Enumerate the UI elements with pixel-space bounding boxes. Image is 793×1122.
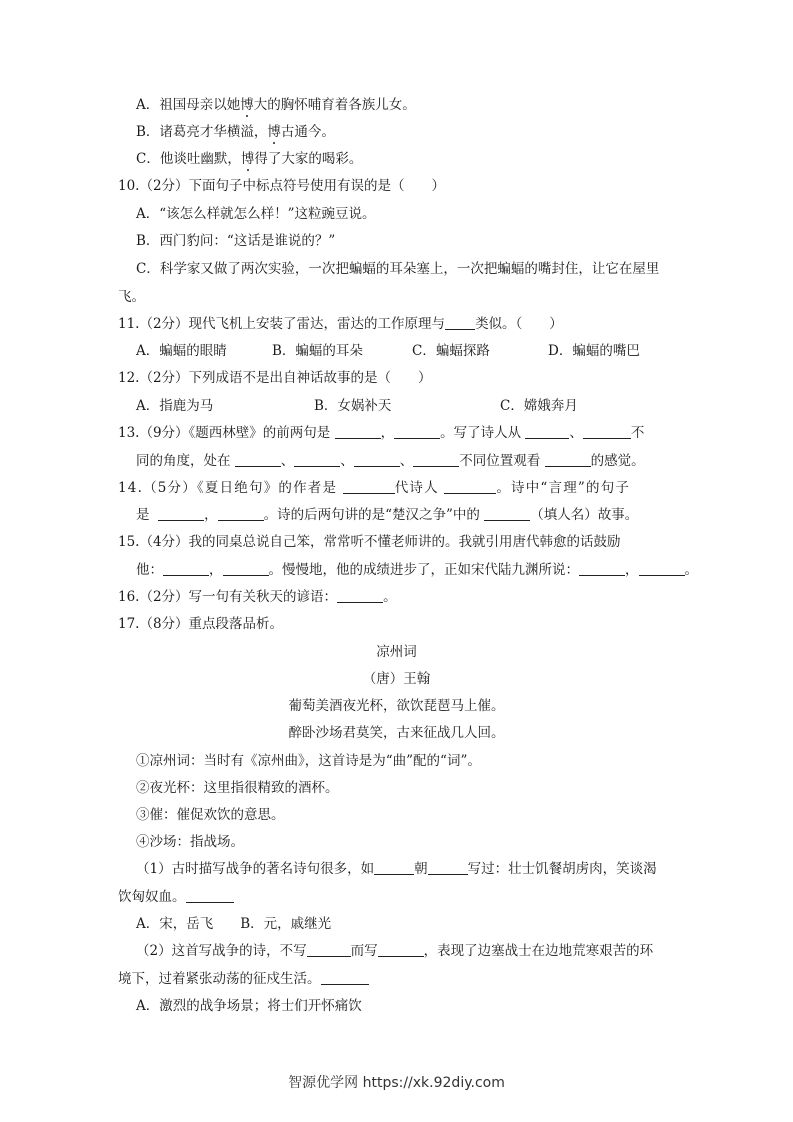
q13-text: 、 (399, 453, 414, 469)
answer-blank[interactable] (525, 424, 569, 439)
q17-text: 而写 (350, 943, 378, 959)
answer-blank[interactable] (223, 561, 269, 576)
q17-sub2-line2 (118, 970, 369, 988)
q17-text: （2）这首写战争的诗，不写 (136, 943, 307, 959)
q14-line2 (136, 506, 638, 524)
answer-blank[interactable] (413, 452, 459, 467)
answer-blank[interactable] (294, 452, 340, 467)
q10-stem: 10.（2分）下面句子中标点符号使用有误的是（ ） (118, 178, 446, 194)
answer-blank[interactable] (374, 860, 414, 875)
q15-text: 。慢慢地，他的成绩进步了，正如宋代陆九渊所说： (268, 562, 579, 578)
answer-blank[interactable] (444, 479, 496, 494)
q11-stem-end: 类似。（ ） (475, 316, 563, 332)
q13-line1 (118, 424, 644, 442)
q13-text: 的感觉。 (590, 453, 645, 469)
note-1: ①凉州词：当时有《凉州曲》，这首诗是为“曲”配的“词”。 (136, 753, 481, 769)
q13-text: 、 (569, 425, 583, 441)
answer-blank[interactable] (321, 970, 369, 985)
q13-text: 、 (280, 453, 295, 469)
q9-option-b: B．诸葛亮才华横溢，博古通今。 (136, 124, 335, 140)
q17-sub1-options: A．宋，岳飞 B．元，戚继光 (136, 916, 332, 932)
q11-option-c: C．蝙蝠探路 (412, 343, 490, 359)
q14-text: ， (204, 507, 218, 523)
q14-text: 代诗人 (394, 480, 439, 496)
q9-option-a: A．祖国母亲以她博大的胸怀哺育着各族儿女。 (136, 97, 416, 113)
answer-blank[interactable] (545, 452, 591, 467)
answer-blank[interactable] (337, 588, 383, 603)
note-3: ③催：催促欢饮的意思。 (136, 807, 285, 823)
answer-blank[interactable] (583, 424, 631, 439)
q10-option-a: A．“该怎么样就怎么样！”这粒豌豆说。 (136, 206, 376, 222)
q13-text: 不 (630, 425, 645, 441)
q17-sub2-line1 (136, 942, 653, 960)
q14-text: 14.（5分）《夏日绝句》的作者是 (118, 480, 338, 496)
note-4: ④沙场：指战场。 (136, 834, 244, 850)
q13-text: 13.（9分）《题西林壁》的前两句是 (118, 425, 331, 441)
q13-text: 。写了诗人从 (440, 425, 522, 441)
emphasis-dot-char: 博 (240, 151, 255, 167)
poem-author: （唐）王翰 (362, 671, 431, 687)
q11-option-a: A．蝙蝠的眼睛 (136, 343, 227, 359)
q17-text: 朝 (414, 861, 428, 877)
q13-text: 同的角度，处在 (136, 453, 231, 469)
q16-stem (118, 588, 397, 606)
emphasis-dot-char: 博 (240, 97, 254, 113)
q15-line2 (136, 561, 698, 579)
poem-line-1: 葡萄美酒夜光杯，欲饮琵琶马上催。 (288, 698, 505, 714)
q9-option-c: C．他谈吐幽默，博得了大家的喝彩。 (136, 151, 363, 167)
q13-text: 不同位置观看 (459, 453, 541, 469)
emphasis-dot-char: 博 (267, 124, 281, 140)
q13-line2 (136, 452, 645, 470)
answer-blank[interactable] (235, 452, 281, 467)
answer-blank[interactable] (218, 506, 264, 521)
answer-blank[interactable] (163, 561, 209, 576)
note-2: ②夜光杯：这里指很精致的酒杯。 (136, 780, 339, 796)
q11-stem-text: 11.（2分）现代飞机上安装了雷达，雷达的工作原理与 (118, 316, 446, 332)
q14-line1 (118, 479, 630, 497)
q13-text: ， (380, 425, 395, 441)
poem-line-2: 醉卧沙场君莫笑，古来征战几人回。 (288, 725, 505, 741)
q11-option-d: D．蝙蝠的嘴巴 (548, 343, 640, 359)
q14-text: （填人名）故事。 (530, 507, 639, 523)
answer-blank[interactable] (378, 942, 424, 957)
footer-watermark: 智源优学网 https://xk.92diy.com (288, 1075, 505, 1091)
answer-blank[interactable] (307, 942, 351, 957)
q10-option-b: B．西门豹问：“这话是谁说的？” (136, 233, 336, 249)
q15-text: 。 (684, 562, 698, 578)
q11-stem (118, 315, 563, 333)
q17-text: ，表现了边塞战士在边地荒寒艰苦的环 (423, 943, 654, 959)
answer-blank[interactable] (354, 452, 400, 467)
q12-option-b: B．女娲补天 (314, 398, 392, 414)
answer-blank[interactable] (445, 315, 475, 330)
q14-text: 。诗中“言理”的句子 (496, 480, 631, 496)
q12-option-a: A．指鹿为马 (136, 398, 214, 414)
q17-sub2-options: A．激烈的战争场景；将士们开怀痛饮 (136, 998, 362, 1014)
answer-blank[interactable] (186, 888, 234, 903)
q17-sub1-line1 (136, 860, 657, 878)
q17-sub1-line2 (118, 888, 234, 906)
q14-text: 是 (136, 507, 150, 523)
q10-option-c-line2: 飞。 (118, 289, 145, 305)
q15-text: ， (209, 562, 223, 578)
q12-option-c: C．嫦娥奔月 (500, 398, 578, 414)
q16-text: 16.（2分）写一句有关秋天的谚语： (118, 589, 338, 605)
answer-blank[interactable] (335, 424, 381, 439)
q13-text: 、 (340, 453, 354, 469)
q17-stem: 17.（8分）重点段落品析。 (118, 616, 284, 632)
q10-option-c-line1: C．科学家又做了两次实验，一次把蝙蝠的耳朵塞上，一次把蝙蝠的嘴封住，让它在屋里 (136, 261, 660, 277)
q15-text: 他： (136, 562, 163, 578)
q14-text: 。诗的后两句讲的是“楚汉之争”中的 (263, 507, 480, 523)
answer-blank[interactable] (484, 506, 530, 521)
answer-blank[interactable] (639, 561, 685, 576)
q12-stem: 12.（2分）下列成语不是出自神话故事的是（ ） (118, 370, 432, 386)
q17-text: 写过：壮士饥餐胡虏肉，笑谈渴 (467, 861, 657, 877)
answer-blank[interactable] (394, 424, 440, 439)
q16-text: 。 (383, 589, 397, 605)
q15-text: ， (625, 562, 639, 578)
q17-text: （1）古时描写战争的著名诗句很多，如 (136, 861, 375, 877)
answer-blank[interactable] (579, 561, 625, 576)
q11-option-b: B．蝙蝠的耳朵 (272, 343, 363, 359)
poem-title: 凉州词 (376, 644, 417, 660)
answer-blank[interactable] (343, 479, 395, 494)
q15-line1: 15.（4分）我的同桌总说自己笨，常常听不懂老师讲的。我就引用唐代韩愈的话鼓励 (118, 534, 621, 550)
answer-blank[interactable] (428, 860, 468, 875)
answer-blank[interactable] (158, 506, 204, 521)
q17-text: 饮匈奴血。 (118, 889, 186, 905)
q17-text: 境下，过着紧张动荡的征戍生活。 (118, 971, 321, 987)
